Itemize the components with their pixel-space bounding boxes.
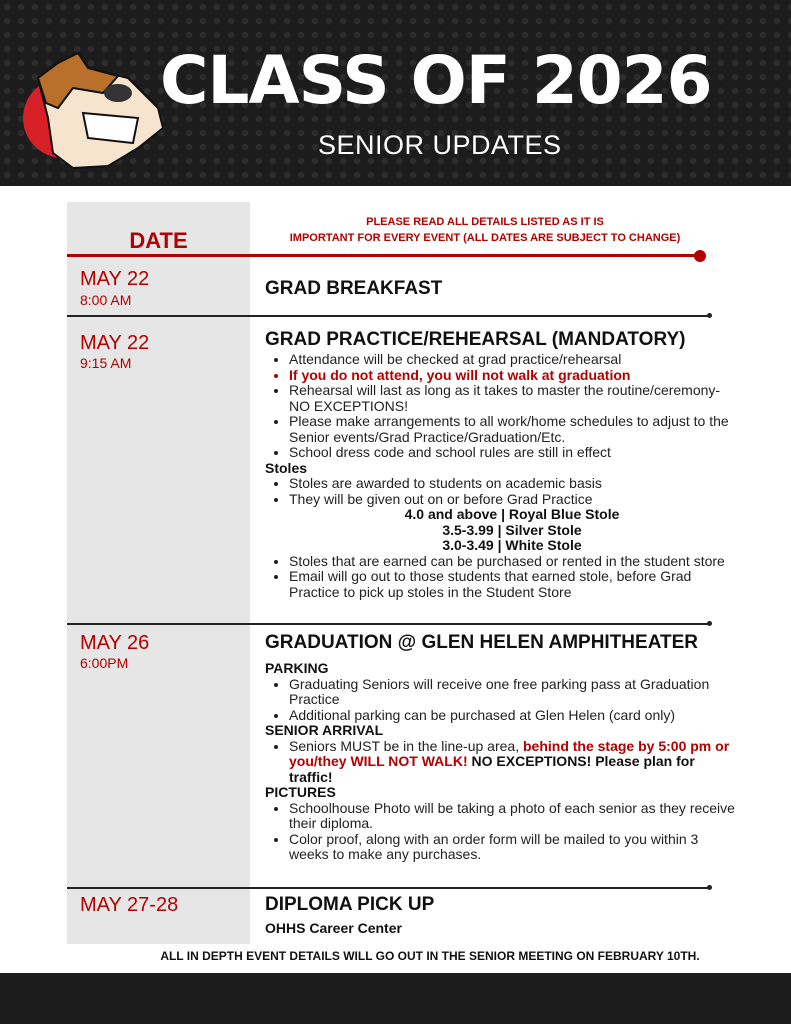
event-title: GRAD BREAKFAST bbox=[265, 278, 443, 299]
date-header: DATE bbox=[129, 228, 188, 253]
footnote: ALL IN DEPTH EVENT DETAILS WILL GO OUT IN THE SENIOR MEETING ON FEBRUARY 10TH. bbox=[160, 949, 700, 963]
notice-line: IMPORTANT FOR EVERY EVENT (ALL DATES ARE SUBJECT TO CHANGE) bbox=[289, 232, 681, 244]
event-date: MAY 22 bbox=[80, 332, 150, 354]
event-time: 6:00PM bbox=[80, 655, 129, 671]
event-title: DIPLOMA PICK UP bbox=[265, 894, 435, 915]
list-item: • Email will go out to those students that earned stole, before Grad Practice to pick up stoles in the Student Store bbox=[289, 569, 735, 600]
section-heading: SENIOR ARRIVAL bbox=[265, 722, 384, 738]
bulldog-logo-icon bbox=[18, 48, 168, 173]
event-date: MAY 26 bbox=[80, 632, 150, 654]
section-heading: PICTURES bbox=[265, 784, 336, 800]
footer-bar bbox=[0, 973, 791, 1024]
section-heading: Stoles bbox=[265, 459, 308, 476]
event-title: GRADUATION @ GLEN HELEN AMPHITHEATER bbox=[265, 632, 699, 653]
notice bbox=[250, 214, 720, 246]
arrival-warning: behind the stage by 5:00 pm or you/they WILL NOT WALK! bbox=[289, 737, 730, 769]
divider-dot bbox=[694, 250, 706, 262]
list-item bbox=[289, 739, 735, 786]
event-time: 9:15 AM bbox=[80, 355, 132, 371]
list-item: • Schoolhouse Photo will be taking a photo of each senior as they receive their diploma. bbox=[289, 801, 735, 832]
page-title: CLASS OF 2026 bbox=[160, 42, 712, 119]
arrival-text: Seniors MUST be in the line-up area, bbox=[289, 737, 523, 754]
list-item: • Attendance will be checked at grad practice/rehearsal bbox=[289, 352, 735, 368]
list-item: • Please make arrangements to all work/home schedules to adjust to the Senior events/Grad Practice/Graduation/Etc. bbox=[289, 414, 735, 445]
list-item: • Rehearsal will last as long as it takes to master the routine/ceremony- NO EXCEPTIONS! bbox=[289, 383, 735, 414]
stole-tier: 3.0-3.49 | White Stole bbox=[442, 537, 582, 553]
list-item: • They will be given out on or before Grad Practice bbox=[289, 492, 735, 508]
row-divider bbox=[67, 315, 710, 317]
event-details bbox=[265, 352, 735, 600]
list-item: • Stoles are awarded to students on academic basis bbox=[289, 476, 735, 492]
list-item: • If you do not attend, you will not walk at graduation bbox=[289, 368, 735, 384]
stole-tier: 3.5-3.99 | Silver Stole bbox=[442, 521, 582, 538]
event-details bbox=[265, 661, 735, 863]
date-column bbox=[67, 202, 250, 944]
header-banner bbox=[0, 0, 791, 186]
list-item: • Graduating Seniors will receive one free parking pass at Graduation Practice bbox=[289, 677, 735, 708]
list-item: • Additional parking can be purchased at Glen Helen (card only) bbox=[289, 708, 735, 724]
event-location: OHHS Career Center bbox=[265, 920, 402, 936]
event-time: 8:00 AM bbox=[80, 292, 132, 308]
stole-tier: 4.0 and above | Royal Blue Stole bbox=[404, 506, 620, 522]
list-item: • Stoles that are earned can be purchased or rented in the student store bbox=[289, 554, 735, 570]
row-divider bbox=[67, 887, 710, 889]
event-date: MAY 22 bbox=[80, 268, 150, 290]
notice-line: PLEASE READ ALL DETAILS LISTED AS IT IS bbox=[366, 216, 604, 228]
list-item: • Color proof, along with an order form will be mailed to you within 3 weeks to make any purchases. bbox=[289, 832, 735, 863]
arrival-note: NO EXCEPTIONS! Please plan for traffic! bbox=[289, 753, 695, 785]
event-title: GRAD PRACTICE/REHEARSAL (MANDATORY) bbox=[265, 329, 686, 350]
event-date: MAY 27-28 bbox=[80, 894, 179, 916]
row-divider bbox=[67, 623, 710, 625]
header-divider bbox=[67, 254, 700, 257]
list-item: • School dress code and school rules are still in effect bbox=[289, 445, 735, 461]
section-heading: PARKING bbox=[265, 660, 329, 676]
page-subtitle: SENIOR UPDATES bbox=[318, 130, 562, 160]
